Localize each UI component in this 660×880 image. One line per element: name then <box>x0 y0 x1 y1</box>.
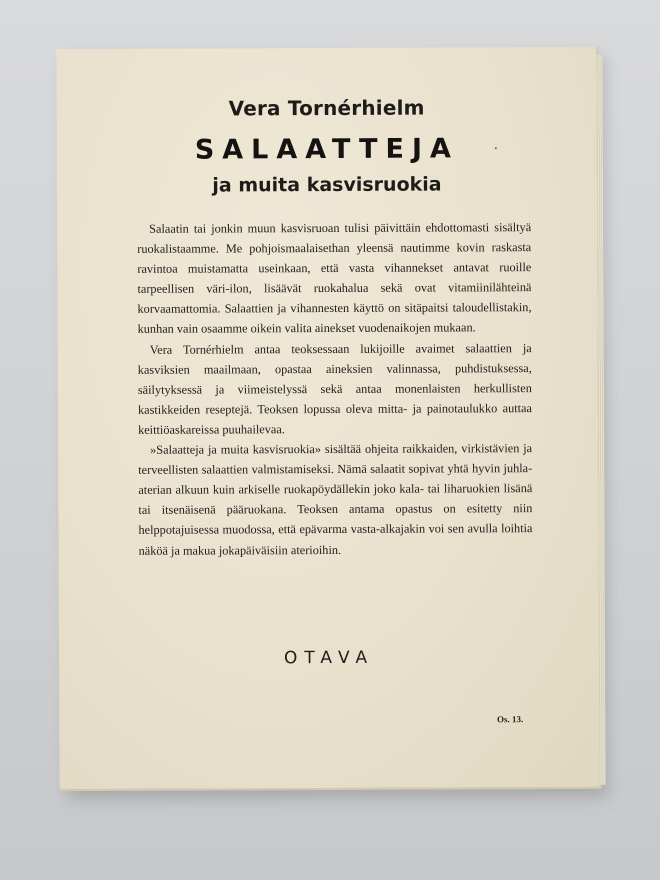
blurb-paragraph-1: Salaatin tai jonkin muun kasvisruoan tulisi päivittäin ehdottomasti sisältyä ruokalistaamme. Me pohjoismaalaisethan yleensä nautimme kovin raskasta ravintoa muistamatta useinkaan, että vasta vihannekset antavat ruoille tarpeellisen väri-ilon, lisäävät ruokahalua sekä ovat vitamiinilähteinä korvaamattomia. Salaattien ja vihannesten käyttö on sitäpaitsi taloudellistakin, kunhan vain osaamme oikein valita ainekset vuodenaikojen mukaan. <box>137 220 532 337</box>
blurb-paragraph-2: Vera Tornérhielm antaa teoksessaan lukijoille avaimet salaattien ja kasviksien maailmaan, opastaa aineksien valinnassa, puhdistuksessa, säilytyksessä ja viimeistelyssä sekä antaa monenlaisten herkullisten kastikkeiden reseptejä. Teoksen lopussa oleva mitta- ja painotaulukko auttaa keittiöaskareissa puuhailevaa. <box>137 340 532 437</box>
author-name: Vera Tornérhielm <box>228 95 425 121</box>
book-title: SALAATTEJA <box>194 133 459 166</box>
blurb-text <box>137 217 532 560</box>
series-code: Os. 13. <box>497 714 524 725</box>
book-subtitle: ja muita kasvisruokia <box>212 173 442 197</box>
blurb-paragraph-3: »Salaatteja ja muita kasvisruokia» sisältää ohjeita raikkaiden, virkistävien ja terveellisten salaattien valmistamiseksi. Nämä salaatit sopivat yhtä hyvin juhla-aterian alkuun kuin arkiselle ruokapöydällekin joko kala- tai liharuokien lisänä tai itsenäisenä pääruokana. Teoksen antama opastus on esitetty niin helppotajuisessa muodossa, että epävarma vasta-alkajakin voi sen avulla loihtia näköä ja makua jokapäiväisiin aterioihin. <box>138 441 533 558</box>
book-back-cover <box>56 47 601 791</box>
publisher-name: OTAVA <box>283 647 375 669</box>
